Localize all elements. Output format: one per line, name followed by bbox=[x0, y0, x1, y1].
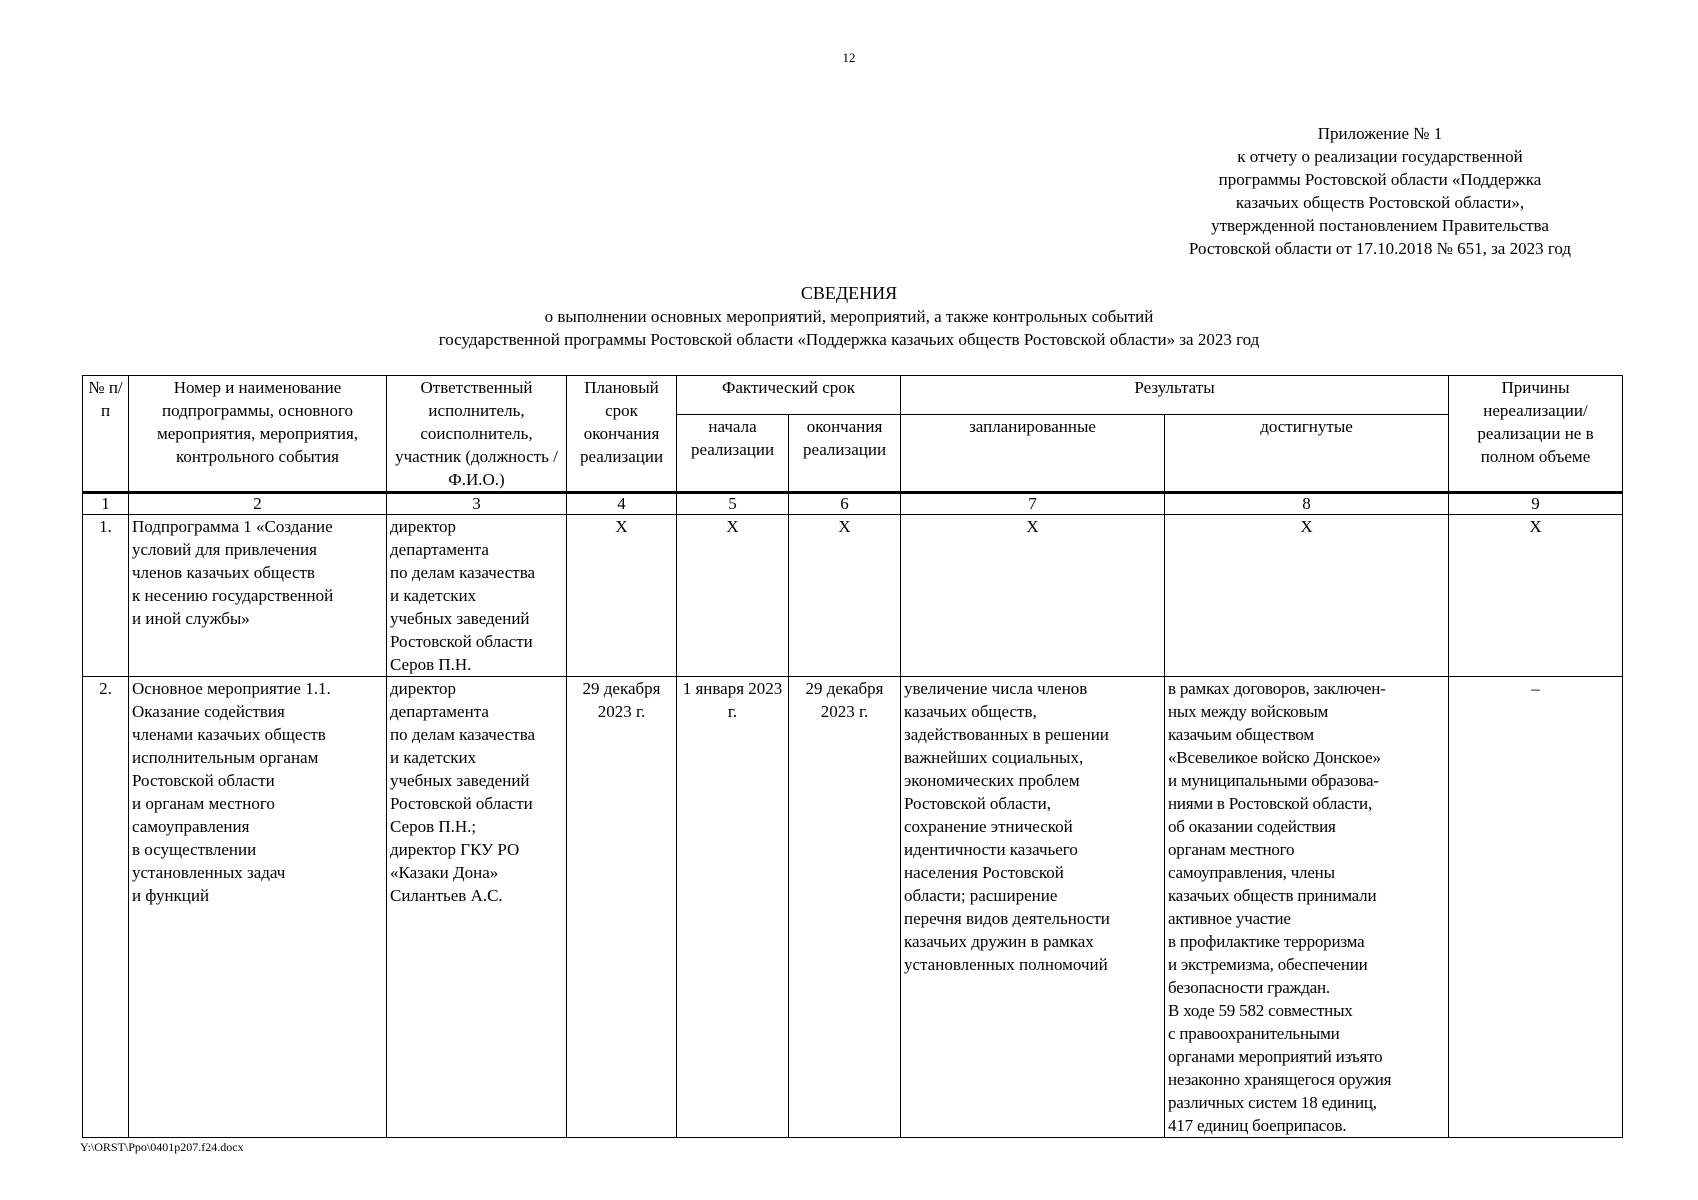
report-table bbox=[82, 375, 1623, 1138]
document-subtitle-line: о выполнении основных мероприятий, мероприятий, а также контрольных событий bbox=[544, 307, 1154, 326]
file-path-footer: Y:\ORST\Ppo\0401p207.f24.docx bbox=[80, 1140, 244, 1154]
header-actual-term: Фактический срок bbox=[677, 376, 901, 415]
row-planned-end: Х bbox=[567, 515, 677, 677]
page-number: 12 bbox=[842, 50, 856, 65]
header-planned-results: запланированные bbox=[901, 415, 1165, 493]
row-actual-end: Х bbox=[789, 515, 901, 677]
header-name: Номер и наименование подпрограммы, основного мероприятия, мероприятия, контрольного события bbox=[129, 376, 387, 493]
header-planned-end: Плановый срок окончания реализации bbox=[567, 376, 677, 493]
row-planned-results: увеличение числа членов казачьих обществ, задействованных в решении важнейших социальных, экономических проблем Ростовской области, сохранение этнической идентичности казачьего населения Ростовской области; расширение перечня видов деятельности казачьих дружин в рамках установленных полномочий bbox=[901, 677, 1165, 1138]
column-number: 2 bbox=[129, 493, 387, 515]
column-number: 9 bbox=[1449, 493, 1623, 515]
column-number-row bbox=[83, 493, 1623, 515]
row-reasons: Х bbox=[1449, 515, 1623, 677]
document-heading bbox=[0, 282, 1698, 351]
row-achieved-results: Х bbox=[1165, 515, 1449, 677]
row-name: Основное мероприятие 1.1. Оказание содействия членами казачьих обществ исполнительным органам Ростовской области и органам местного самоуправления в осуществлении установленных задач и функций bbox=[129, 677, 387, 1138]
appendix-line: утвержденной постановлением Правительства bbox=[1211, 216, 1549, 235]
document-title: СВЕДЕНИЯ bbox=[800, 283, 898, 303]
row-executor: директор департамента по делам казачества и кадетских учебных заведений Ростовской области Серов П.Н.; директор ГКУ РО «Казаки Дона» Силантьев А.С. bbox=[387, 677, 567, 1138]
row-executor: директор департамента по делам казачества и кадетских учебных заведений Ростовской области Серов П.Н. bbox=[387, 515, 567, 677]
header-achieved-results: достигнутые bbox=[1165, 415, 1449, 493]
table-row bbox=[83, 515, 1623, 677]
column-number: 6 bbox=[789, 493, 901, 515]
header-reasons: Причины нереализации/ реализации не в полном объеме bbox=[1449, 376, 1623, 493]
header-actual-start: начала реализации bbox=[677, 415, 789, 493]
column-number: 7 bbox=[901, 493, 1165, 515]
column-number: 8 bbox=[1165, 493, 1449, 515]
row-number: 1. bbox=[83, 515, 129, 677]
row-name: Подпрограмма 1 «Создание условий для привлечения членов казачьих обществ к несению государственной и иной службы» bbox=[129, 515, 387, 677]
row-reasons: – bbox=[1449, 677, 1623, 1138]
header-results: Результаты bbox=[901, 376, 1449, 415]
row-actual-start: Х bbox=[677, 515, 789, 677]
column-number: 1 bbox=[83, 493, 129, 515]
header-executor: Ответственный исполнитель, соисполнитель, участник (должность / Ф.И.О.) bbox=[387, 376, 567, 493]
header-actual-end: окончания реализации bbox=[789, 415, 901, 493]
row-achieved-results: в рамках договоров, заключен- ных между войсковым казачьим обществом «Всевеликое войско Донское» и муниципальными образова- ниями в Ростовской области, об оказании содействия органам местного самоуправления, члены казачьих обществ принимали активное участие в профилактике терроризма и экстремизма, обеспечении безопасности граждан. В ходе 59 582 совместных с правоохранительными органами мероприятий изъято незаконно хранящегося оружия различных систем 18 единиц, 417 единиц боеприпасов. bbox=[1165, 677, 1449, 1138]
row-planned-results: Х bbox=[901, 515, 1165, 677]
appendix-line: Приложение № 1 bbox=[1317, 124, 1443, 143]
appendix-line: Ростовской области от 17.10.2018 № 651, за 2023 год bbox=[1188, 239, 1572, 258]
column-number: 5 bbox=[677, 493, 789, 515]
column-number: 3 bbox=[387, 493, 567, 515]
appendix-line: казачьих обществ Ростовской области», bbox=[1235, 193, 1525, 212]
table-row bbox=[83, 677, 1623, 1138]
row-planned-end: 29 декабря 2023 г. bbox=[567, 677, 677, 1138]
row-number: 2. bbox=[83, 677, 129, 1138]
row-actual-end: 29 декабря 2023 г. bbox=[789, 677, 901, 1138]
row-actual-start: 1 января 2023 г. bbox=[677, 677, 789, 1138]
appendix-line: программы Ростовской области «Поддержка bbox=[1218, 170, 1542, 189]
document-subtitle-line: государственной программы Ростовской области «Поддержка казачьих обществ Ростовской области» за 2023 год bbox=[438, 330, 1260, 349]
appendix-line: к отчету о реализации государственной bbox=[1237, 147, 1523, 166]
header-number: № п/п bbox=[83, 376, 129, 493]
appendix-note bbox=[1160, 122, 1600, 260]
column-number: 4 bbox=[567, 493, 677, 515]
